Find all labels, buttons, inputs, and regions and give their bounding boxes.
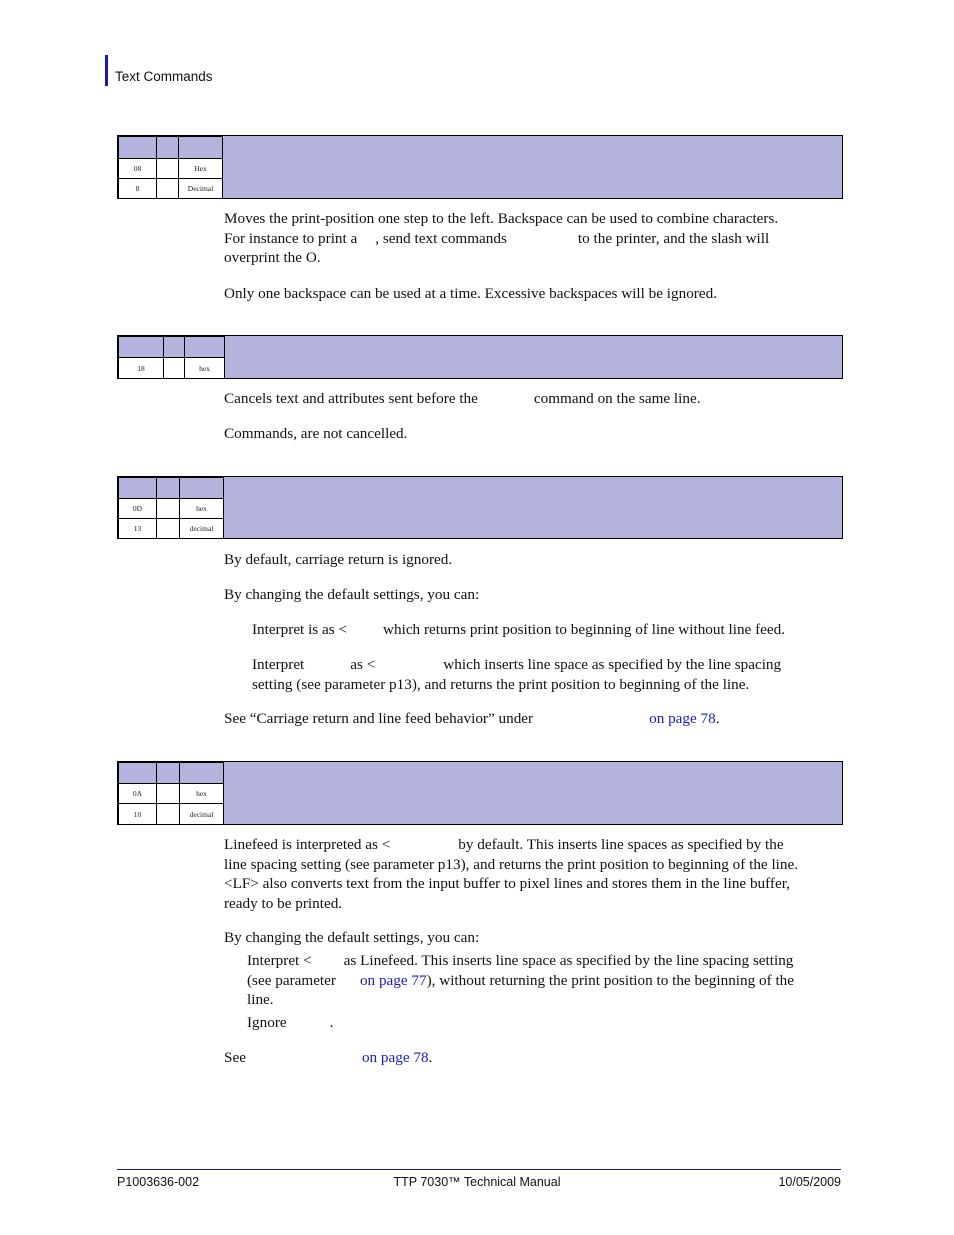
cr-option-2: Interpret as < which inserts line space as specified by the line spacing setting (see parameter p13), and returns the print position to beginning of the line. [252, 656, 782, 693]
decimal-label: Decimal [179, 179, 223, 199]
page-link[interactable]: on page 77 [359, 971, 427, 989]
cr-options-intro: By changing the default settings, you can: [224, 586, 480, 603]
cr-option-1: Interpret is as < which returns print position to beginning of line without line feed. [252, 621, 786, 638]
cancel-command-box [117, 335, 843, 379]
decimal-value: 13 [119, 519, 157, 539]
footer-rule [117, 1169, 841, 1170]
lf-option-2: Ignore . [247, 1014, 334, 1031]
cr-default-text: By default, carriage return is ignored. [224, 551, 453, 568]
page-link[interactable]: on page 78 [361, 1049, 429, 1066]
hex-label: hex [180, 499, 224, 519]
hex-label: hex [185, 358, 225, 379]
backspace-description: Moves the print-position one step to the left. Backspace can be used to combine characters. For instance to print a , send text commands to the printer, and the slash will overprint the O. [224, 210, 779, 266]
cancel-description: Cancels text and attributes sent before the command on the same line. [224, 390, 701, 407]
carriage-return-command-box [117, 476, 843, 539]
hex-value: 0A [119, 784, 157, 804]
cancel-code-table [118, 336, 225, 379]
linefeed-code-table [118, 762, 224, 825]
lf-see-also: See on page 78. [224, 1049, 433, 1066]
header-accent-bar [105, 55, 108, 86]
lf-option-1: Interpret < as Linefeed. This inserts line space as specified by the line spacing setting (see parameter on page 77), without returning the print position to the beginning of the line. [247, 952, 794, 1008]
linefeed-description: Linefeed is interpreted as < by default. This inserts line spaces as specified by the line spacing setting (see parameter p13), and returns the print position to beginning of the line. <LF> also converts text from the input buffer to pixel lines and stores them in the line buffer, ready to be printed. [224, 836, 799, 912]
decimal-label: decimal [180, 804, 224, 825]
footer-doc-number: P1003636-002 [117, 1175, 200, 1189]
backspace-note: Only one backspace can be used at a time. Excessive backspaces will be ignored. [224, 285, 717, 302]
hex-label: Hex [179, 159, 223, 179]
page-link[interactable]: on page 78 [649, 710, 716, 727]
decimal-label: decimal [180, 519, 224, 539]
decimal-value: 10 [119, 804, 157, 825]
hex-value: 18 [119, 358, 164, 379]
footer-title: TTP 7030™ Technical Manual [393, 1175, 561, 1189]
backspace-command-box [117, 135, 843, 199]
carriage-return-code-table [118, 477, 224, 539]
hex-label: hex [180, 784, 224, 804]
decimal-value: 8 [119, 179, 157, 199]
hex-value: 08 [119, 159, 157, 179]
cancel-note: Commands, are not cancelled. [224, 425, 408, 442]
backspace-code-table [118, 136, 223, 199]
hex-value: 0D [119, 499, 157, 519]
lf-options-intro: By changing the default settings, you can: [224, 929, 480, 946]
footer-date: 10/05/2009 [778, 1175, 841, 1189]
linefeed-command-box [117, 761, 843, 825]
section-header: Text Commands [115, 69, 213, 84]
cr-see-also: See “Carriage return and line feed behavior” under on page 78. [224, 710, 720, 727]
